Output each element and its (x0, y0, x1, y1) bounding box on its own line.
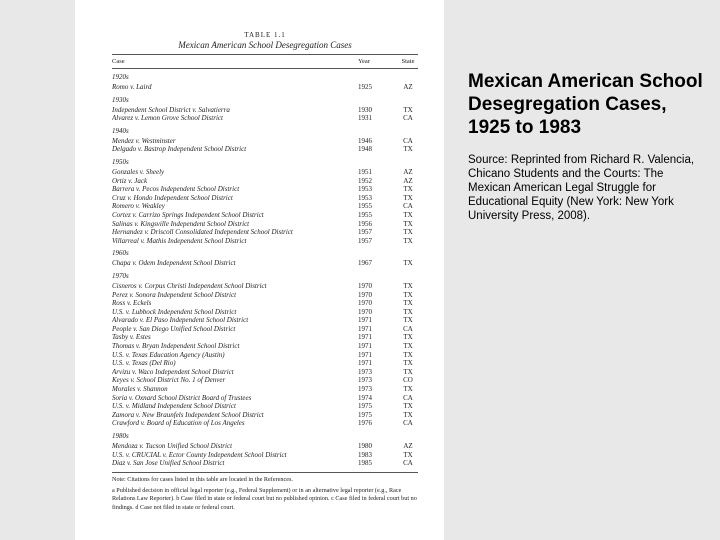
table-row (112, 114, 418, 123)
cell-year: 1973 (358, 385, 372, 394)
cell-state: CA (403, 419, 413, 428)
cell-state: TX (403, 316, 413, 325)
table-row (112, 411, 418, 420)
header-case: Case (112, 58, 125, 65)
cell-case: Alvarado v. El Paso Independent School District (112, 316, 249, 325)
cell-state: TX (403, 228, 413, 237)
cell-state: CA (403, 324, 413, 333)
cell-state: TX (403, 145, 413, 154)
cell-year: 1980 (358, 442, 372, 450)
table-row (112, 202, 418, 211)
header-year: Year (358, 58, 370, 65)
cell-state: CO (403, 376, 413, 385)
cell-year: 1956 (358, 219, 372, 228)
cell-state: TX (403, 367, 413, 376)
table-row (112, 299, 418, 308)
cell-year: 1946 (358, 136, 372, 145)
cell-year: 1951 (358, 167, 372, 176)
slide-text (468, 70, 708, 223)
cell-year: 1971 (358, 324, 372, 333)
cell-case: Mendez v. Westminster (112, 136, 176, 145)
cell-year: 1953 (358, 185, 372, 194)
cell-state: AZ (403, 176, 413, 185)
table-header (112, 54, 418, 69)
cell-case: Zamora v. New Braunfels Independent School District (112, 410, 264, 419)
cell-case: Ortiz v. Jack (112, 176, 148, 185)
table-row (112, 291, 418, 300)
decade-label: 1970s (112, 271, 129, 280)
cell-year: 1953 (358, 193, 372, 202)
cell-case: Gonzales v. Sheely (112, 167, 165, 176)
cell-year: 1930 (358, 105, 372, 114)
cell-year: 1925 (358, 83, 372, 91)
cell-state: TX (403, 342, 413, 351)
cell-state: AZ (403, 83, 413, 91)
cell-state: CA (403, 136, 413, 145)
cell-case: Diaz v. San Jose Unified School District (112, 459, 225, 468)
cell-state: CA (403, 202, 413, 211)
cell-case: Cruz v. Hondo Independent School District (112, 193, 233, 202)
cell-year: 1976 (358, 419, 372, 428)
cell-state: CA (403, 114, 413, 123)
cell-case: People v. San Diego Unified School District (112, 324, 236, 333)
cell-year: 1985 (358, 459, 372, 468)
cell-state: TX (403, 450, 413, 459)
desegregation-table (112, 31, 418, 515)
table-row (112, 211, 418, 220)
cell-state: TX (403, 219, 413, 228)
cell-state: TX (403, 299, 413, 308)
table-row (112, 282, 418, 291)
table-row (112, 145, 418, 154)
cell-case: Independent School District v. Salvatierra (112, 105, 230, 114)
cell-year: 1971 (358, 333, 372, 342)
cell-case: Morales v. Shannon (112, 385, 168, 394)
table-row (112, 394, 418, 403)
decade-label: 1950s (112, 157, 129, 166)
table-row (112, 419, 418, 428)
cell-case: Romo v. Laird (112, 83, 152, 91)
cell-year: 1975 (358, 410, 372, 419)
table-note: Note: Citations for cases listed in this table are located in the References. (112, 475, 293, 483)
table-row (112, 385, 418, 394)
cell-year: 1955 (358, 202, 372, 211)
cell-state: TX (403, 350, 413, 359)
cell-case: Thomas v. Bryan Independent School District (112, 342, 240, 351)
decade-label: 1930s (112, 95, 129, 104)
cell-year: 1931 (358, 114, 372, 123)
cell-year: 1973 (358, 376, 372, 385)
table-row (112, 342, 418, 351)
cell-state: TX (403, 185, 413, 194)
table-row (112, 368, 418, 377)
cell-case: Hernandez v. Driscoll Consolidated Independent School District (112, 228, 293, 237)
cell-case: Soria v. Oxnard School District Board of Trustees (112, 393, 252, 402)
table-row (112, 359, 418, 368)
cell-state: TX (403, 410, 413, 419)
table-row (112, 220, 418, 229)
cell-state: TX (403, 359, 413, 368)
cell-case: Delgado v. Bastrop Independent School District (112, 145, 247, 154)
table-row (112, 351, 418, 360)
cell-case: U.S. v. Midland Independent School District (112, 402, 236, 411)
cell-year: 1975 (358, 402, 372, 411)
table-row (112, 459, 418, 468)
table-row (112, 237, 418, 246)
cell-state: CA (403, 393, 413, 402)
table-row (112, 194, 418, 203)
table-row (112, 106, 418, 115)
cell-year: 1983 (358, 450, 372, 459)
table-row (112, 177, 418, 186)
cell-year: 1970 (358, 299, 372, 308)
cell-year: 1970 (358, 281, 372, 290)
cell-case: Ross v. Eckels (112, 299, 152, 308)
table-notes (112, 472, 418, 512)
cell-case: Mendoza v. Tucson Unified School District (112, 442, 233, 450)
table-row (112, 308, 418, 317)
table-row (112, 325, 418, 334)
cell-state: TX (403, 402, 413, 411)
cell-case: Perez v. Sonora Independent School District (112, 290, 237, 299)
cell-case: Alvarez v. Lemon Grove School District (112, 114, 223, 123)
cell-year: 1970 (358, 307, 372, 316)
decade-label: 1920s (112, 73, 129, 81)
cell-case: Cortez v. Carrizo Springs Independent School District (112, 210, 264, 219)
table-number: TABLE 1.1 (244, 31, 286, 39)
table-row (112, 168, 418, 177)
cell-state: TX (403, 193, 413, 202)
table-row (112, 185, 418, 194)
cell-state: TX (403, 259, 413, 268)
cell-case: Barrera v. Pecos Independent School District (112, 185, 240, 194)
cell-state: TX (403, 105, 413, 114)
cell-state: TX (403, 281, 413, 290)
cell-state: TX (403, 290, 413, 299)
cell-year: 1971 (358, 350, 372, 359)
cell-state: AZ (403, 167, 413, 176)
table-row (112, 402, 418, 411)
cell-year: 1974 (358, 393, 372, 402)
cell-year: 1971 (358, 359, 372, 368)
cell-year: 1952 (358, 176, 372, 185)
table-row (112, 259, 418, 268)
cell-case: Chapa v. Odem Independent School District (112, 259, 236, 268)
table-row (112, 316, 418, 325)
cell-state: TX (403, 307, 413, 316)
decade-label: 1940s (112, 126, 129, 135)
table-row (112, 137, 418, 146)
cell-year: 1971 (358, 316, 372, 325)
table-title: Mexican American School Desegregation Cases (178, 40, 352, 50)
header-state: State (401, 58, 415, 65)
decade-label: 1980s (112, 432, 129, 440)
cell-state: TX (403, 385, 413, 394)
slide-title: Mexican American School Desegregation Cases, 1925 to 1983 (468, 71, 703, 138)
cell-year: 1948 (358, 145, 372, 154)
cell-year: 1971 (358, 342, 372, 351)
cell-year: 1967 (358, 259, 372, 268)
cell-year: 1973 (358, 367, 372, 376)
table-row (112, 333, 418, 342)
cell-case: U.S. v. Texas (Del Rio) (112, 359, 176, 368)
table-row (112, 442, 418, 451)
cell-case: Romero v. Weakley (112, 202, 165, 211)
cell-case: U.S. v. Texas Education Agency (Austin) (112, 350, 225, 359)
cell-case: Cisneros v. Corpus Christi Independent School District (112, 281, 267, 290)
cell-case: U.S. v. CRUCIAL v. Ector County Independent School District (112, 450, 287, 459)
cell-case: Arvizu v. Waco Independent School District (112, 367, 234, 376)
cell-state: AZ (403, 442, 413, 450)
cell-case: U.S. v. Lubbock Independent School District (112, 307, 237, 316)
cell-case: Crawford v. Board of Education of Los Angeles (112, 419, 245, 428)
table-row (112, 451, 418, 460)
cell-year: 1955 (358, 210, 372, 219)
cell-case: Villarreal v. Mathis Independent School District (112, 236, 247, 245)
cell-year: 1957 (358, 228, 372, 237)
cell-state: CA (403, 459, 413, 468)
cell-year: 1957 (358, 236, 372, 245)
cell-year: 1970 (358, 290, 372, 299)
decade-label: 1960s (112, 249, 129, 258)
cell-state: TX (403, 236, 413, 245)
source-citation: Source: Reprinted from Richard R. Valencia, Chicano Students and the Courts: The Mexican American Legal Struggle for Educational Equity (New York: New York University Press, 2008). (468, 154, 695, 222)
cell-case: Keyes v. School District No. 1 of Denver (112, 376, 226, 385)
cell-case: Tasby v. Estes (112, 333, 151, 342)
table-row (112, 228, 418, 237)
table-row (112, 376, 418, 385)
cell-state: TX (403, 210, 413, 219)
table-footnote: a Published decision in official legal reporter (e.g., Federal Supplement) or in an alternative legal reporter (e.g., Race Relations Law Reporter). b Case filed in state or federal court but no published opinion. c Case filed in federal court but no findings. d Case not filed in state or federal court. (112, 487, 417, 511)
cell-case: Salinas v. Kingsville Independent School District (112, 219, 250, 228)
cell-state: TX (403, 333, 413, 342)
table-row (112, 83, 418, 92)
